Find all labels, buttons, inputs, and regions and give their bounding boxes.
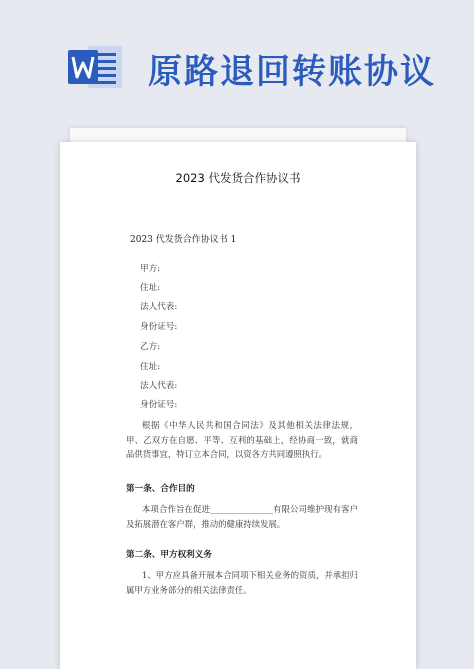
field-id-number-a: 身份证号: (140, 322, 178, 332)
intro-paragraph: 根据《中华人民共和国合同法》及其他相关法律法规，甲、乙双方在自愿、平等、互利的基础上，经协商一致，就商品供货事宜，特订立本合同，以资各方共同遵照执行。 (126, 420, 358, 459)
field-legal-rep-a: 法人代表: (140, 302, 178, 312)
document-title: 2023 代发货合作协议书 (175, 171, 301, 185)
article-1-text: 本项合作旨在促进_______________有限公司维护现有客户及拓展潜在客户群，推动的健康持续发展。 (126, 504, 358, 529)
field-legal-rep-b: 法人代表: (140, 381, 178, 391)
banner (0, 0, 474, 112)
field-id-number-b: 身份证号: (140, 400, 178, 410)
field-party-b: 乙方: (140, 342, 161, 352)
article-2-text: 1、甲方应具备开展本合同项下相关业务的资质，并承担归属甲方业务部分的相关法律责任。 (126, 570, 358, 595)
word-logo-icon (66, 42, 126, 92)
field-party-a: 甲方: (140, 264, 161, 274)
article-2-title: 第二条、甲方权利义务 (126, 550, 212, 560)
document-subtitle: 2023 代发货合作协议书 1 (130, 235, 237, 245)
banner-title: 原路退回转账协议 (148, 52, 436, 92)
field-address-b: 住址: (140, 362, 161, 372)
article-1-title: 第一条、合作目的 (126, 484, 195, 494)
field-address-a: 住址: (140, 283, 161, 293)
document-page (60, 142, 416, 669)
